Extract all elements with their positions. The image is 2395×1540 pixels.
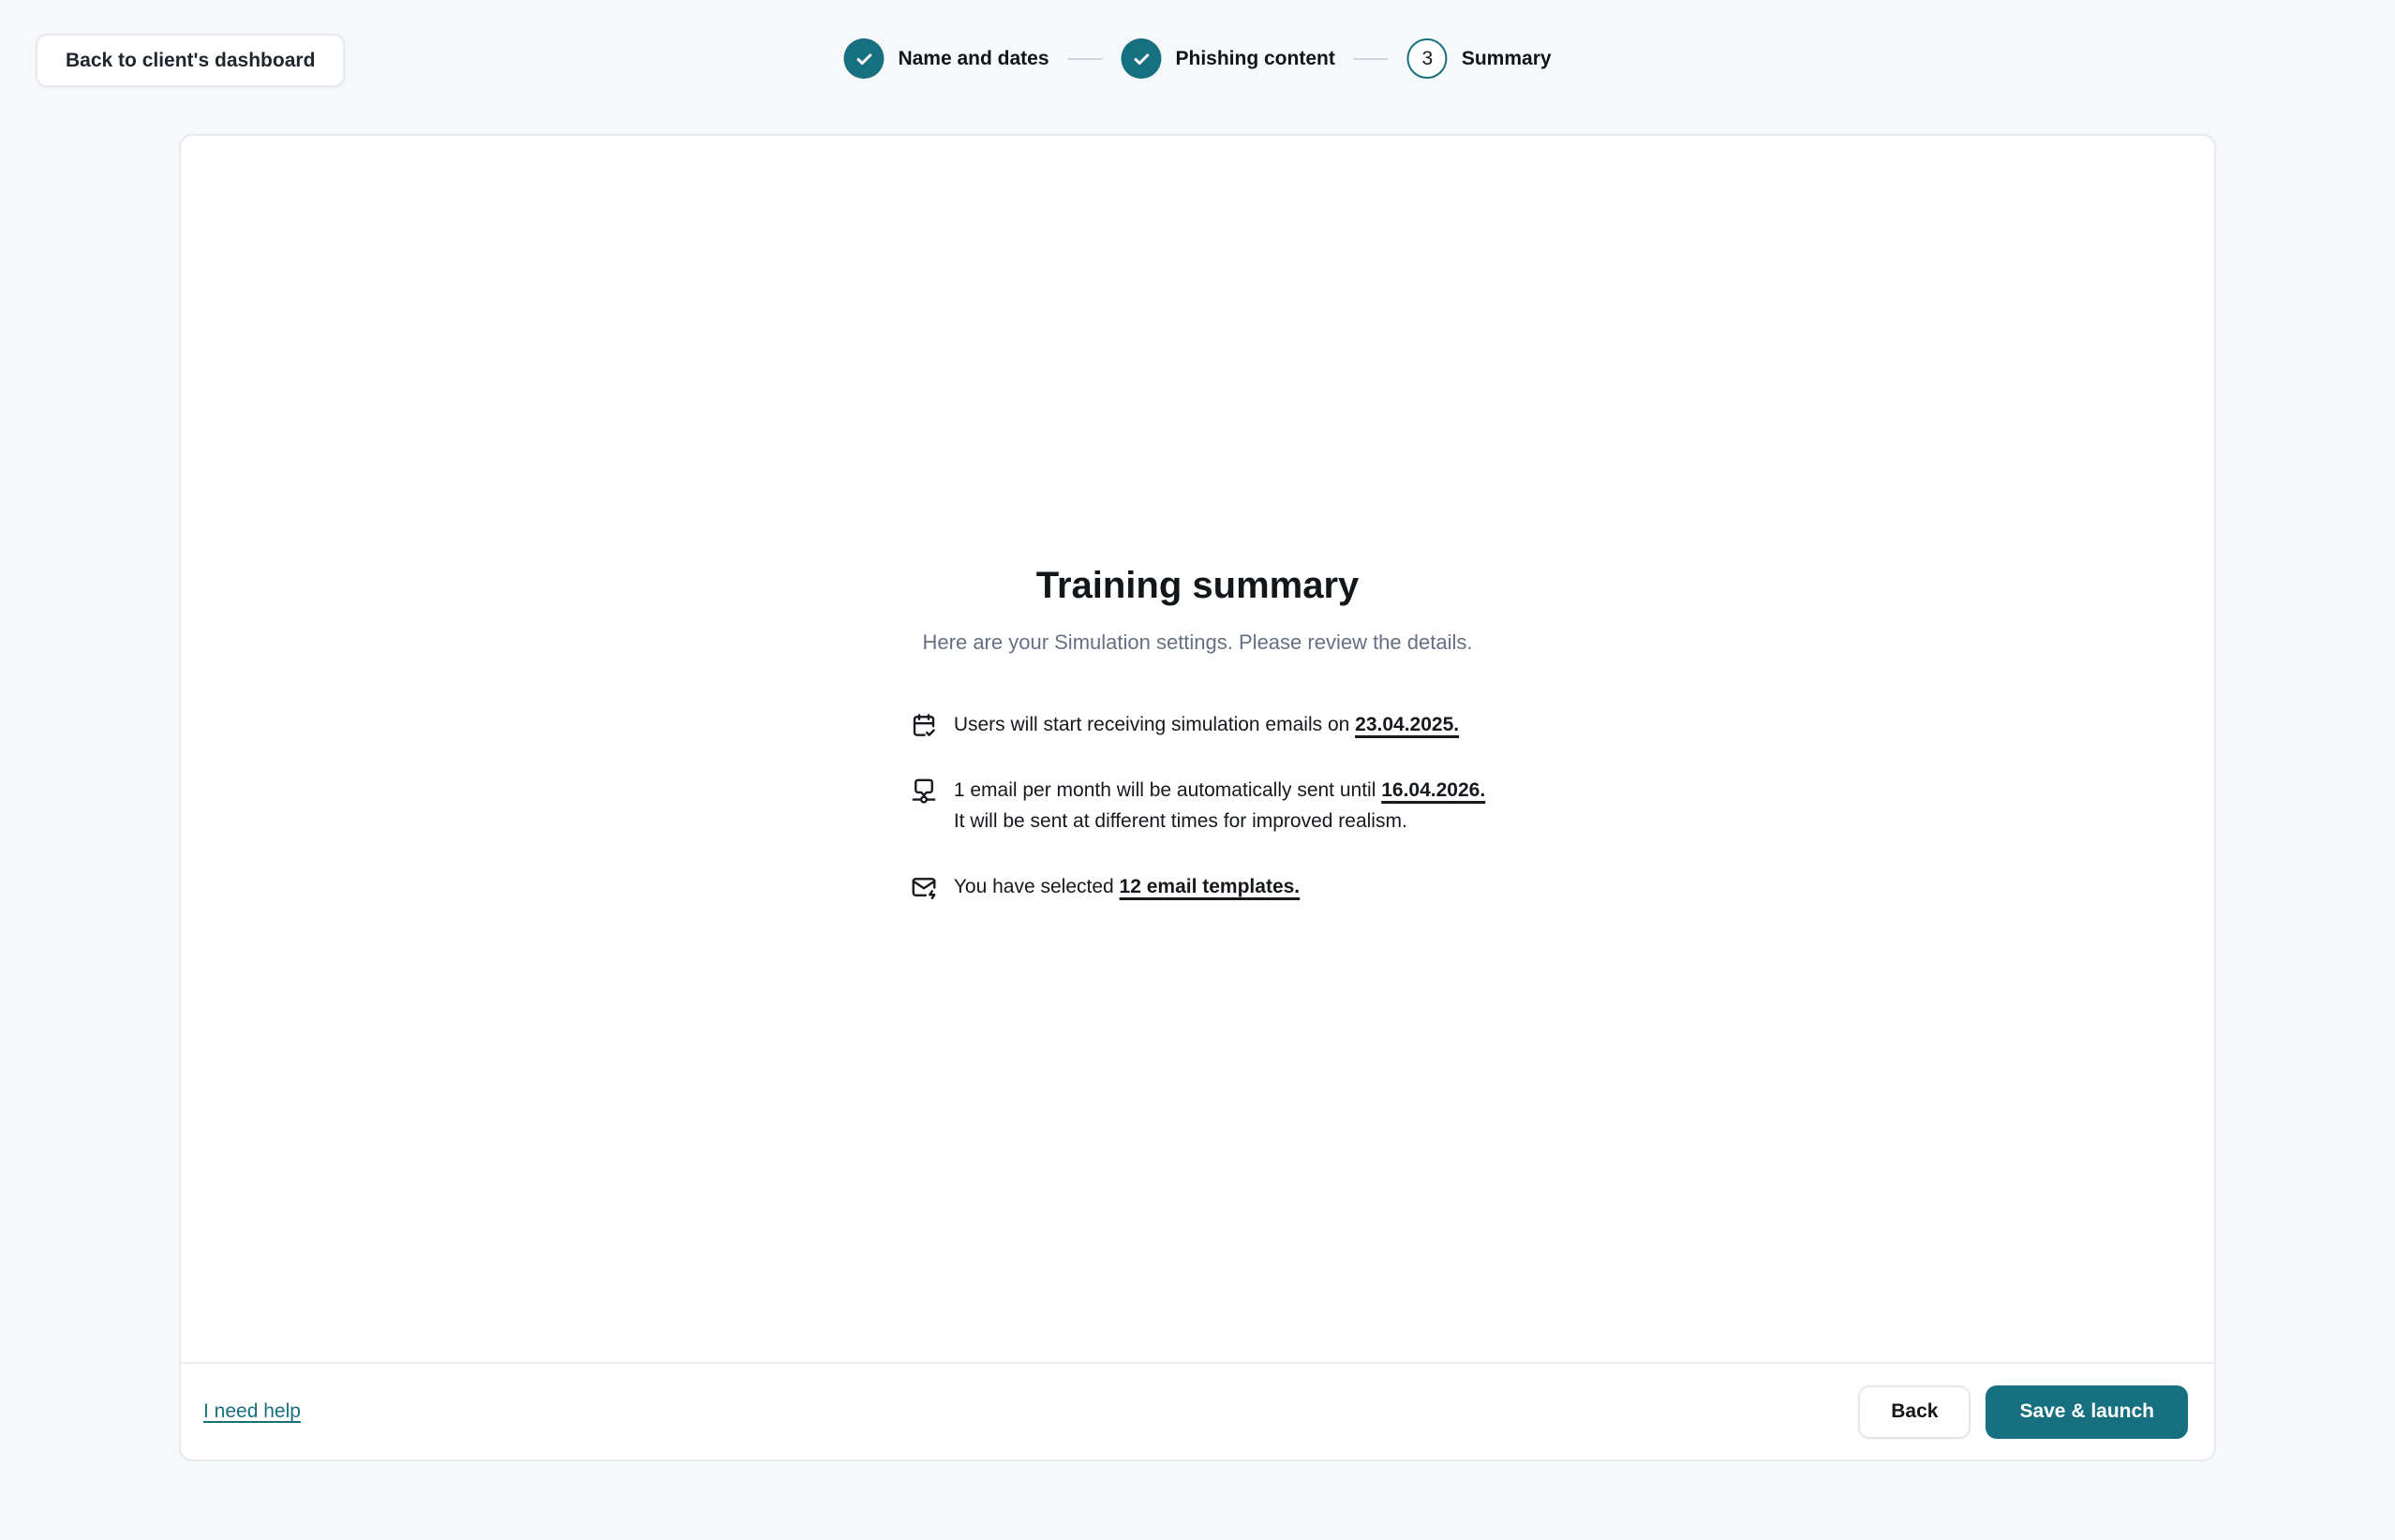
summary-items (910, 709, 1485, 902)
step-separator (1068, 58, 1103, 60)
end-date-value: 16.04.2026. (1381, 778, 1486, 801)
list-item-text (954, 775, 1485, 837)
step-complete-check-icon (1122, 38, 1162, 79)
list-item-start-date (910, 709, 1485, 740)
summary-card (179, 134, 2216, 1461)
back-to-dashboard-button[interactable]: Back to client's dashboard (36, 34, 345, 87)
step-label: Summary (1461, 47, 1552, 69)
list-item-templates (910, 871, 1485, 902)
step-phishing-content[interactable] (1122, 38, 1335, 79)
item-text-line2: It will be sent at different times for improved realism. (953, 809, 1407, 832)
item-text-prefix: Users will start receiving simulation emails on (953, 713, 1356, 735)
step-label: Phishing content (1175, 47, 1335, 69)
summary-content (181, 136, 2214, 1362)
back-button[interactable]: Back (1858, 1385, 1971, 1439)
calendar-check-icon (910, 711, 938, 739)
templates-count-value: 12 email templates. (1119, 875, 1301, 897)
top-bar (0, 0, 2395, 134)
start-date-value: 23.04.2025. (1355, 713, 1460, 735)
list-item-frequency (910, 775, 1485, 837)
step-label: Name and dates (898, 47, 1049, 69)
footer-actions (1858, 1385, 2188, 1439)
step-separator (1354, 58, 1389, 60)
list-item-text (954, 871, 1300, 902)
page-subtitle: Here are your Simulation settings. Please review the details. (922, 629, 1473, 654)
mail-bolt-icon (910, 873, 938, 901)
page-title: Training summary (1035, 564, 1360, 606)
wizard-stepper (843, 38, 1551, 79)
help-link[interactable]: I need help (203, 1400, 301, 1422)
item-text-prefix: 1 email per month will be automatically sent until (953, 778, 1382, 801)
item-text-prefix: You have selected (953, 875, 1120, 897)
card-footer (181, 1362, 2214, 1459)
save-and-launch-button[interactable]: Save & launch (1986, 1385, 2188, 1439)
list-item-text (954, 709, 1459, 740)
step-summary[interactable] (1407, 38, 1552, 79)
step-name-and-dates[interactable] (843, 38, 1049, 79)
device-node-icon (910, 777, 938, 805)
step-complete-check-icon (843, 38, 884, 79)
step-number-badge: 3 (1407, 38, 1448, 79)
